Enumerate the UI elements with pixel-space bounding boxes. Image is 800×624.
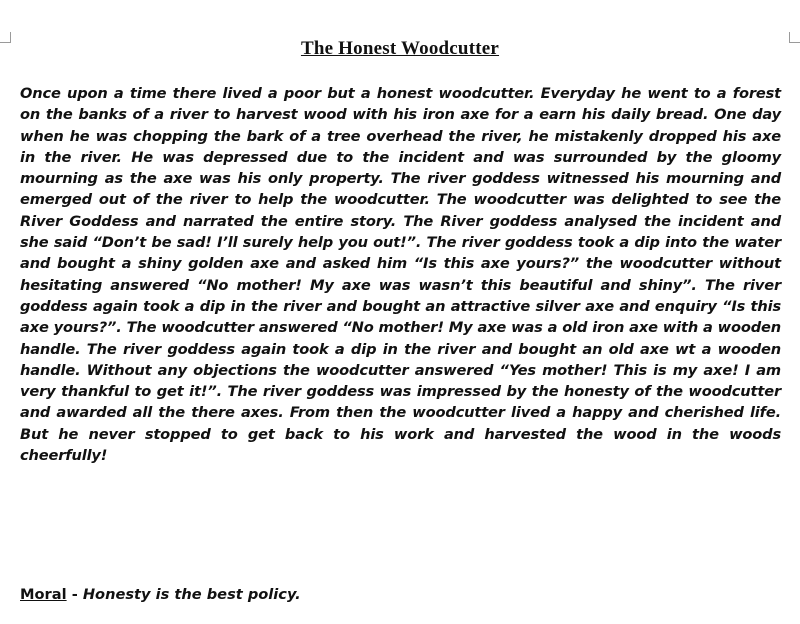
moral-label: Moral	[20, 586, 67, 603]
document-title: The Honest Woodcutter	[300, 38, 500, 59]
story-paragraph: Once upon a time there lived a poor but a honest woodcutter. Everyday he went to a forest on the banks of a river to harvest wood with his iron axe for a earn his daily bread. One day when he was chopping the bark of a tree overhead the river, he mistakenly dropped his axe in the river. He was depressed due to the incident and was surrounded by the gloomy mourning as the axe was his only property. The river goddess witnessed his mourning and emerged out of the river to help the woodcutter. The woodcutter was delighted to see the River Goddess and narrated the entire story. The River goddess analysed the incident and she said “Don’t be sad! I’ll surely help you out!”. The river goddess took a dip into the water and bought a shiny golden axe and asked him “Is this axe yours?” the woodcutter without hesitating answered “No mother! My axe was wasn’t this beautiful and shiny”. The river goddess again took a dip in the river and bought an attractive silver axe and enquiry “Is this axe yours?”. The woodcutter answered “No mother! My axe was a old iron axe with a wooden handle. The river goddess again took a dip in the river and bought an old axe wt a wooden handle. Without any objections the woodcutter answered “Yes mother! This is my axe! I am very thankful to get it!”. The river goddess was impressed by the honesty of the woodcutter and awarded all the there axes. From then the woodcutter lived a happy and cherished life. But he never stopped to get back to his work and harvested the wood in the woods cheerfully!	[20, 85, 781, 465]
moral-text: Honesty is the best policy.	[82, 586, 301, 603]
moral-line	[20, 585, 301, 605]
moral-separator: -	[66, 586, 83, 603]
